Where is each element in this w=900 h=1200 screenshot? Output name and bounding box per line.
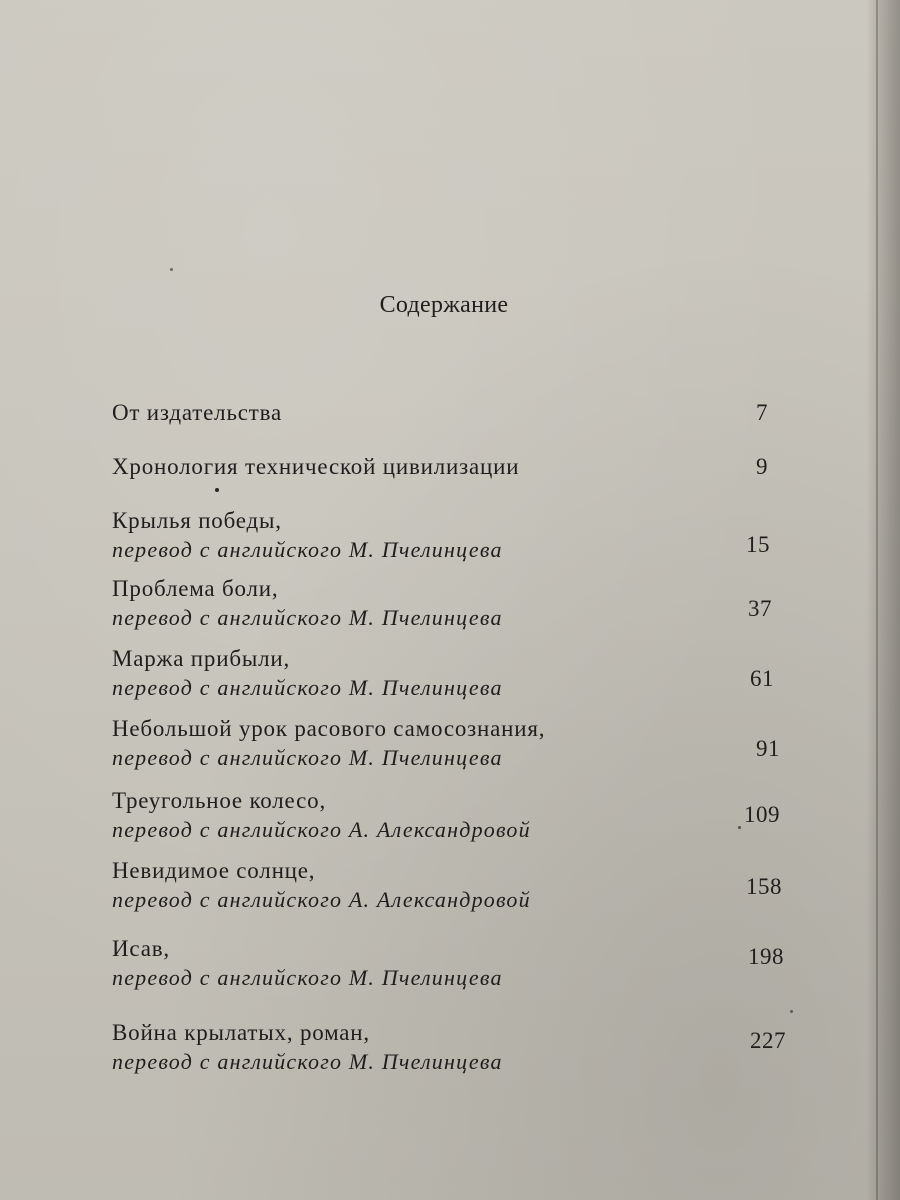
page-edge-line	[876, 0, 878, 1200]
toc-entry-page: 37	[748, 596, 772, 621]
toc-entry-title: Крылья победы,	[112, 508, 282, 533]
toc-entry-title: Маржа прибыли,	[112, 646, 291, 671]
toc-entry-title: Исав,	[112, 936, 170, 961]
toc-entry-translator: перевод с английского М. Пчелинцева	[112, 605, 503, 630]
toc-entry-page: 9	[756, 454, 768, 479]
toc-entry-translator: перевод с английского М. Пчелинцева	[112, 1049, 503, 1074]
toc-entry-page: 15	[746, 532, 770, 557]
toc-entry-translator: перевод с английского А. Александровой	[112, 817, 531, 842]
toc-entry-page: 109	[744, 802, 780, 827]
toc-entry	[112, 452, 812, 482]
toc-entry-page: 158	[746, 874, 782, 899]
toc-entry-title: Треугольное колесо,	[112, 788, 327, 813]
toc-entry-translator: перевод с английского М. Пчелинцева	[112, 745, 503, 770]
toc-entry-title: Хронология технической цивилизации	[112, 454, 520, 479]
toc-entry	[112, 714, 812, 772]
toc-entry-title: Небольшой урок расового самосознания,	[112, 716, 546, 741]
toc-entry	[112, 644, 812, 702]
toc-entry	[112, 398, 812, 428]
toc-entry-title: Проблема боли,	[112, 576, 279, 601]
toc-entry-title: Война крылатых, роман,	[112, 1020, 370, 1045]
toc-entry-page: 91	[756, 736, 780, 761]
toc-entry	[112, 574, 812, 632]
toc-entry-title: Невидимое солнце,	[112, 858, 316, 883]
toc-entry	[112, 506, 812, 564]
toc-entry	[112, 1018, 812, 1076]
toc-entry-translator: перевод с английского А. Александровой	[112, 887, 531, 912]
toc-entry-page: 198	[748, 944, 784, 969]
toc-entry-page: 227	[750, 1028, 786, 1053]
toc-entry-translator: перевод с английского М. Пчелинцева	[112, 675, 503, 700]
page-edge-shadow	[866, 0, 900, 1200]
paper-speck	[738, 826, 741, 829]
toc-entry-translator: перевод с английского М. Пчелинцева	[112, 537, 503, 562]
paper-speck	[790, 1010, 793, 1013]
contents-heading: Содержание	[379, 292, 509, 318]
paper-speck	[215, 488, 219, 492]
toc-entry-translator: перевод с английского М. Пчелинцева	[112, 965, 503, 990]
toc-entry	[112, 934, 812, 992]
toc-entry-page: 61	[750, 666, 774, 691]
toc-entry-page: 7	[756, 400, 768, 425]
toc-entry-title: От издательства	[112, 400, 282, 425]
toc-entry	[112, 786, 812, 844]
paper-speck	[170, 268, 173, 271]
toc-entry	[112, 856, 812, 914]
